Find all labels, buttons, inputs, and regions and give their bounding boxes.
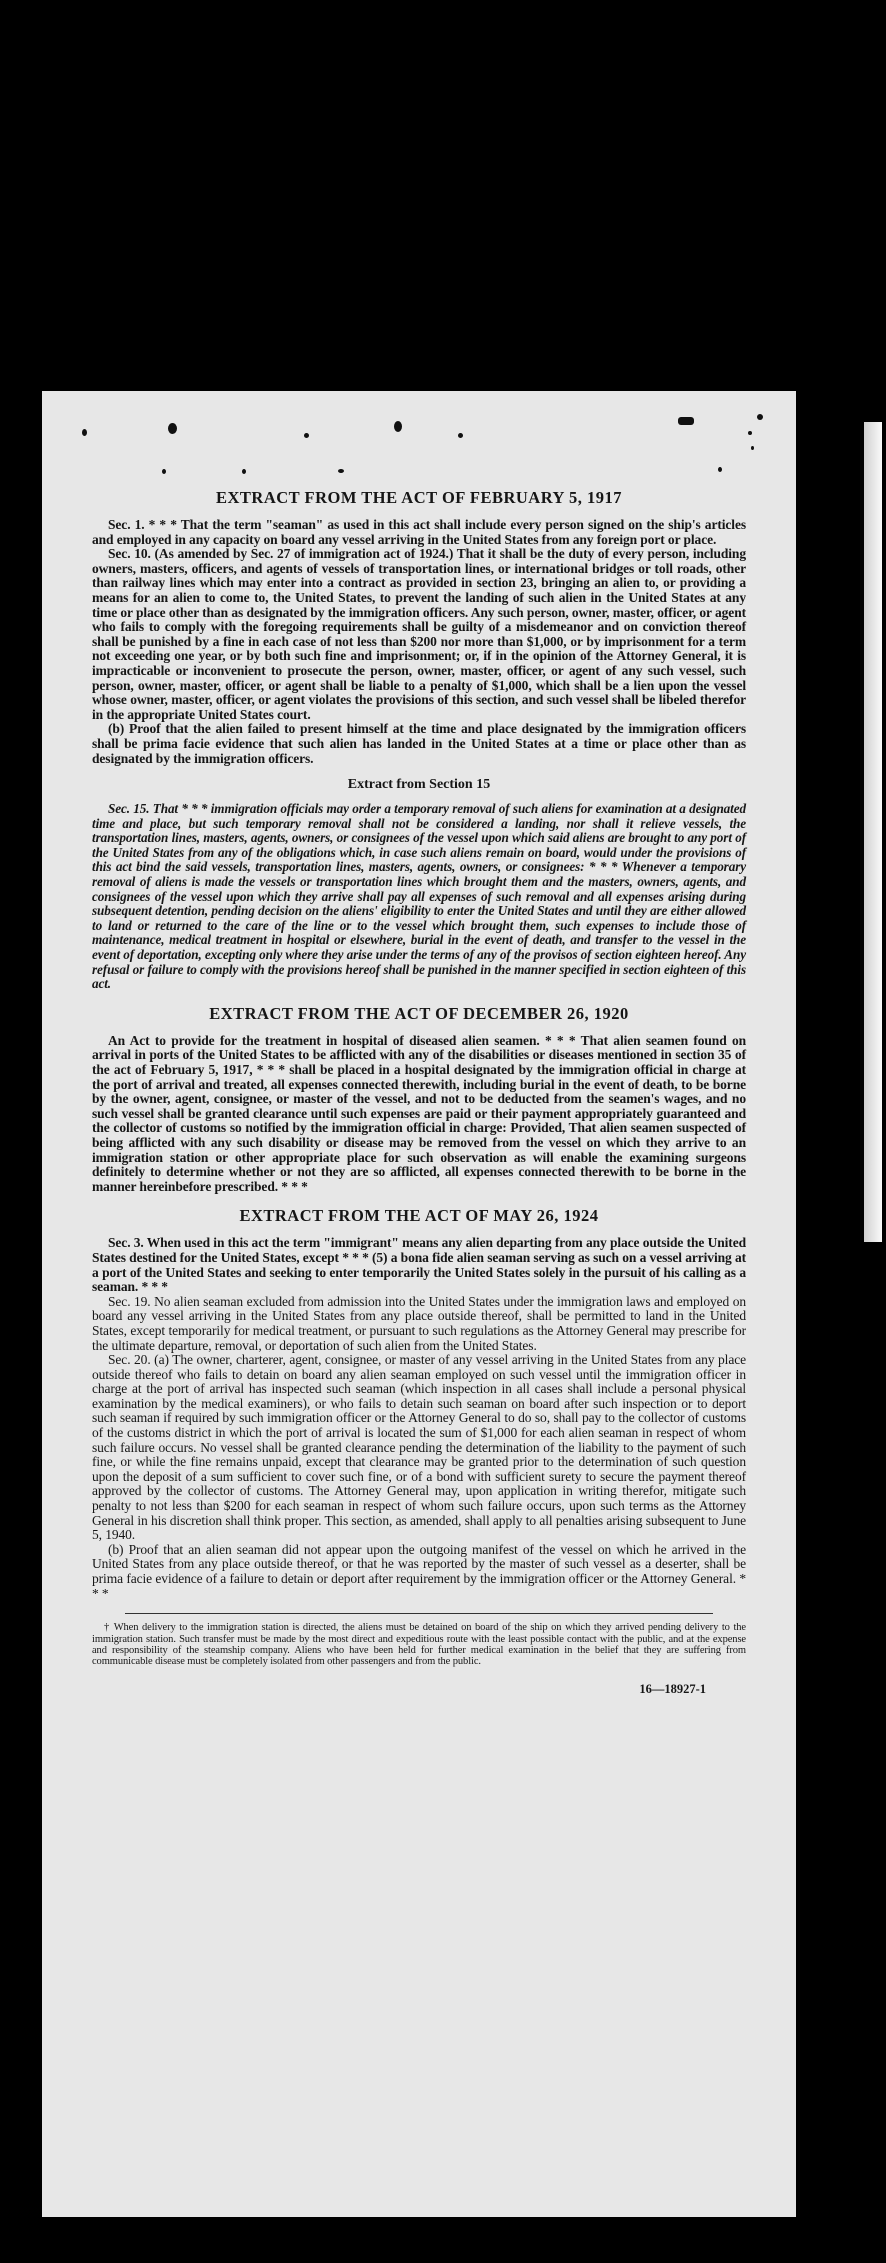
section-heading: EXTRACT FROM THE ACT OF MAY 26, 1924	[239, 1206, 599, 1226]
footnote-divider	[125, 1613, 714, 1614]
speck-mark	[748, 431, 752, 435]
page-edge-strip	[864, 422, 882, 1242]
document-body	[92, 488, 746, 1697]
document-page	[42, 391, 796, 2217]
paragraph: An Act to provide for the treatment in hospital of diseased alien seamen. * * * That alien seamen found on arrival in ports of the United States to be afflicted with any of the disabilities or diseases mentioned in section 35 of the act of February 5, 1917, * * * shall be placed in a hospital designated by the immigration official in charge at the port of arrival and treated, all expenses connected therewith, including burial in the event of death, to be borne by the owner, agent, consignee, or master of the vessel, and not to be deducted from the seamen's wages, and no such vessel shall be granted clearance until such expenses are paid or their payment appropriately guaranteed and the collector of customs so notified by the immigration official in charge: Provided, That alien seamen suspected of being afflicted with any such disability or disease may be removed from the vessel on which they arrive to an immigration station or other appropriate place for such observation as will enable the examining surgeons definitely to determine whether or not they are so afflicted, all expenses connected therewith to be borne in the manner hereinbefore prescribed. * * *	[92, 1032, 746, 1194]
section-heading: EXTRACT FROM THE ACT OF DECEMBER 26, 1920	[209, 1003, 629, 1023]
paragraph: Sec. 15. That * * * immigration officials may order a temporary removal of such aliens for examination at a designated time and place, but such temporary removal shall not be considered a landing, nor shall it relieve vessels, the transportation lines, masters, agents, owners, or consignees of the vessel upon which said aliens are brought to any port of the United States from any of the obligations which, in case such aliens remain on board, would under the provisions of this act bind the said vessels, transportation lines, masters, agents, owners, or consignees: * * * Whenever a temporary removal of aliens is made the vessels or transportation lines which brought them and the masters, owners, agents, and consignees of the vessel upon which they arrive shall pay all expenses of such removal and all expenses arising during subsequent detention, pending decision on the aliens' eligibility to enter the United States and until they are either allowed to land or returned to the care of the line or to the vessel which brought them, such expenses to include those of maintenance, medical treatment in hospital or elsewhere, burial in the event of death, and transfer to the vessel in the event of deportation, excepting only where they arise under the terms of any of the provisos of section eighteen hereof. Any refusal or failure to comply with the provisions hereof shall be punished in the manner specified in section eighteen of this act.	[92, 801, 746, 992]
speck-mark	[458, 433, 463, 438]
speck-mark	[338, 469, 344, 473]
speck-mark	[242, 469, 246, 474]
speck-mark	[394, 421, 402, 432]
section-subheading: Extract from Section 15	[347, 777, 491, 793]
paragraph: (b) Proof that an alien seaman did not appear upon the outgoing manifest of the vessel on which he arrived in the United States from any place outside thereof, or that he was reported by the master of such vessel as a deserter, shall be prima facie evidence of a failure to detain or deport after requirement by the immigration officer or the Attorney General. * * *	[92, 1541, 746, 1601]
speck-mark	[678, 417, 694, 425]
section-heading: EXTRACT FROM THE ACT OF FEBRUARY 5, 1917	[216, 488, 622, 507]
footnote: † When delivery to the immigration station is directed, the aliens must be detained on board of the ship on which they arrived pending delivery to the immigration station. Such transfer must be made by the most direct and expeditious route with the least possible contact with the public, and at the expense and responsibility of the steamship company. Aliens who have been held for further medical examination in the belief that they are suffering from communicable disease must be completely isolated from other passengers and from the public.	[92, 1622, 746, 1668]
speck-mark	[757, 414, 763, 420]
speck-mark	[162, 469, 166, 474]
speck-mark	[751, 446, 754, 450]
paragraph: Sec. 10. (As amended by Sec. 27 of immigration act of 1924.) That it shall be the duty of every person, including owners, masters, officers, and agents of vessels of transportation lines, or international bridges or toll roads, other than railway lines which may enter into a contract as provided in section 23, bringing an alien to, or providing a means for an alien to come to, the United States, to prevent the landing of such alien in the United States at any time or place other than as designated by the immigration officers. Any such person, owner, master, officer, or agent who fails to comply with the foregoing requirements shall be guilty of a misdemeanor and on conviction thereof shall be punished by a fine in each case of not less than $200 nor more than $1,000, or by imprisonment for a term not exceeding one year, or by both such fine and imprisonment; or, if in the opinion of the Attorney General, it is impracticable or inconvenient to prosecute the person, owner, master, officer, or agent of any such vessel, such person, owner, master, officer, or agent shall be liable to a penalty of $1,000, which shall be a lien upon the vessel whose owner, master, officer, or agent violates the provisions of this section, and such vessel shall be libeled therefor in the appropriate United States court.	[92, 546, 746, 722]
paragraph: Sec. 3. When used in this act the term "immigrant" means any alien departing from any place outside the United States destined for the United States, except * * * (5) a bona fide alien seaman serving as such on a vessel arriving at a port of the United States and seeking to enter temporarily the United States solely in the pursuit of his calling as a seaman. * * *	[92, 1235, 746, 1295]
paragraph: (b) Proof that the alien failed to present himself at the time and place designated by the immigration officers shall be prima facie evidence that such alien has landed in the United States at a time or place other than as designated by the immigration officers.	[92, 721, 746, 766]
form-number: 16—18927-1	[639, 1681, 706, 1696]
speck-mark	[304, 433, 309, 438]
paragraph: Sec. 20. (a) The owner, charterer, agent, consignee, or master of any vessel arriving in the United States from any place outside thereof who fails to detain on board any alien seaman employed on such vessel until the immigration officer in charge at the port of arrival has inspected such seaman (which inspection in all cases shall include a personal physical examination by the medical examiners), or who fails to detain such seaman on board after such inspection or to deport such seaman if required by such immigration officer or the Attorney General to do so, shall pay to the collector of customs of the customs district in which the port of arrival is located the sum of $1,000 for each alien seaman in respect of whom such failure occurs. No vessel shall be granted clearance pending the determination of the liability to the payment of such fine, or while the fine remains unpaid, except that clearance may be granted prior to the determination of such question upon the deposit of a sum sufficient to cover such fine, or of a bond with sufficient surety to secure the payment thereof approved by the collector of customs. The Attorney General may, upon application in writing therefor, mitigate such penalty to not less than $200 for each seaman in respect of whom such failure occurs, upon such terms as the Attorney General in his discretion shall think proper. This section, as amended, shall apply to all penalties arising subsequent to June 5, 1940.	[92, 1352, 746, 1543]
paragraph: Sec. 1. * * * That the term "seaman" as used in this act shall include every person signed on the ship's articles and employed in any capacity on board any vessel arriving in the United States from any foreign port or place.	[92, 517, 746, 547]
paragraph: Sec. 19. No alien seaman excluded from admission into the United States under the immigration laws and employed on board any vessel arriving in the United States from any place outside thereof, shall be permitted to land in the United States, except temporarily for medical treatment, or pursuant to such regulations as the Attorney General may prescribe for the ultimate departure, removal, or deportation of such alien from the United States.	[92, 1293, 746, 1353]
speck-mark	[82, 429, 87, 436]
speck-mark	[168, 423, 177, 434]
speck-mark	[718, 467, 722, 472]
